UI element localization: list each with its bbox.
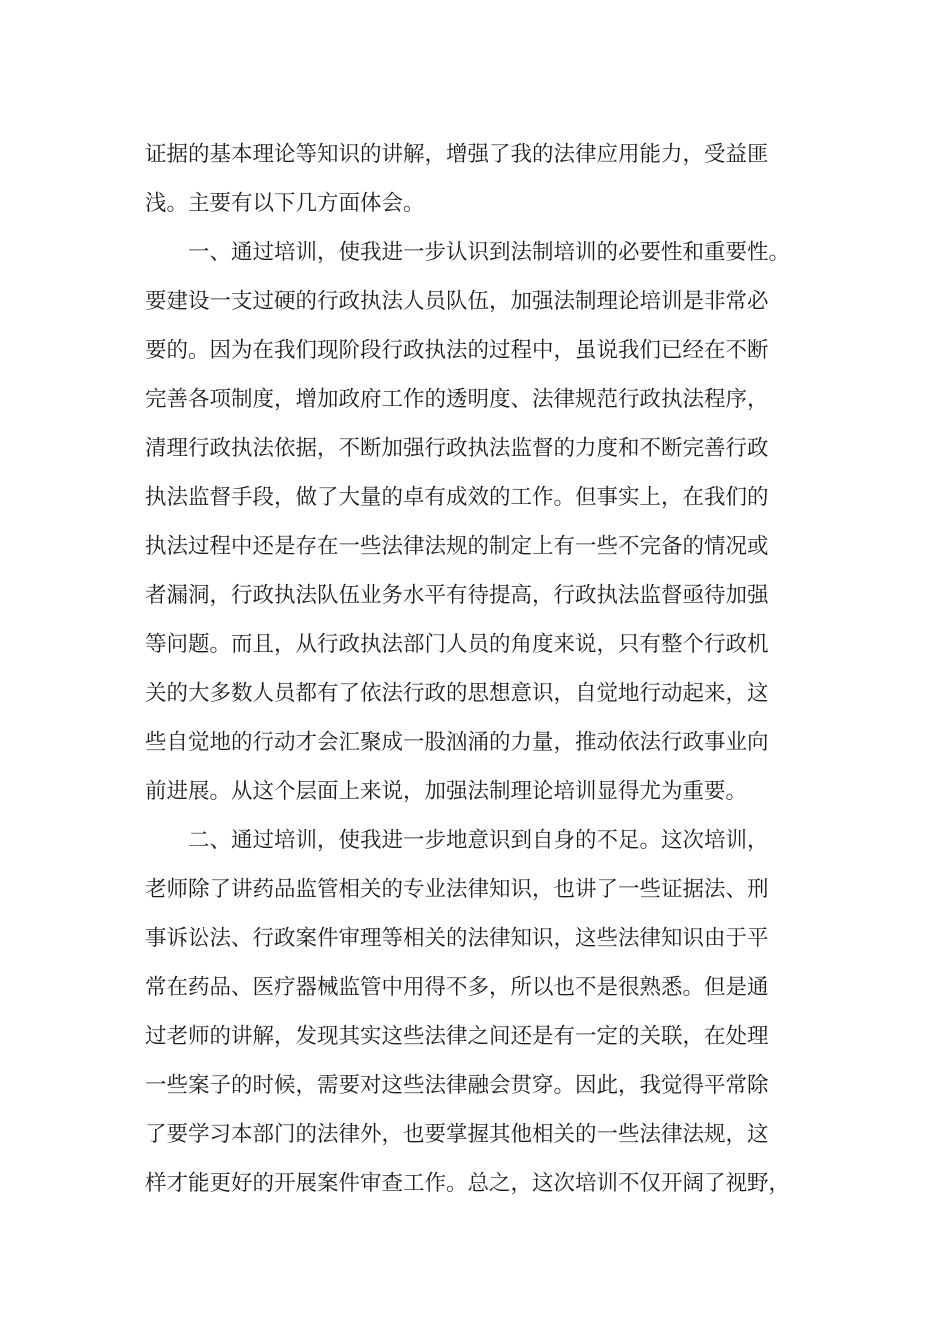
text-line: 样才能更好的开展案件审查工作。总之，这次培训不仅开阔了视野， [145,1171,791,1196]
text-line: 证据的基本理论等知识的讲解，增强了我的法律应用能力，受益匪 [145,142,769,167]
text-line: 者漏洞，行政执法队伍业务水平有待提高，行政执法监督亟待加强 [145,583,769,608]
text-line: 过老师的讲解，发现其实这些法律之间还是有一定的关联，在处理 [145,1024,769,1049]
paragraph-heading-line: 二、通过培训，使我进一步地意识到自身的不足。这次培训， [188,828,769,853]
text-line: 完善各项制度，增加政府工作的透明度、法律规范行政执法程序， [145,387,769,412]
text-line: 等问题。而且，从行政执法部门人员的角度来说，只有整个行政机 [145,632,769,657]
text-line: 了要学习本部门的法律外，也要掌握其他相关的一些法律法规，这 [145,1122,769,1147]
text-line: 执法监督手段，做了大量的卓有成效的工作。但事实上，在我们的 [145,485,769,510]
text-line: 一些案子的时候，需要对这些法律融会贯穿。因此，我觉得平常除 [145,1073,769,1098]
paragraph-heading-line: 一、通过培训，使我进一步认识到法制培训的必要性和重要性。 [188,240,791,265]
text-line: 老师除了讲药品监管相关的专业法律知识，也讲了一些证据法、刑 [145,877,769,902]
text-line: 执法过程中还是存在一些法律法规的制定上有一些不完备的情况或 [145,534,769,559]
text-line: 关的大多数人员都有了依法行政的思想意识，自觉地行动起来，这 [145,681,769,706]
text-line: 常在药品、医疗器械监管中用得不多，所以也不是很熟悉。但是通 [145,975,769,1000]
body-text [145,130,835,1208]
text-line: 浅。主要有以下几方面体会。 [145,191,425,216]
text-line: 事诉讼法、行政案件审理等相关的法律知识，这些法律知识由于平 [145,926,769,951]
text-line: 清理行政执法依据，不断加强行政执法监督的力度和不断完善行政 [145,436,769,461]
text-line: 要建设一支过硬的行政执法人员队伍，加强法制理论培训是非常必 [145,289,769,314]
text-line: 要的。因为在我们现阶段行政执法的过程中，虽说我们已经在不断 [145,338,769,363]
text-line: 前进展。从这个层面上来说，加强法制理论培训显得尤为重要。 [145,779,748,804]
text-line: 些自觉地的行动才会汇聚成一股汹涌的力量，推动依法行政事业向 [145,730,769,755]
